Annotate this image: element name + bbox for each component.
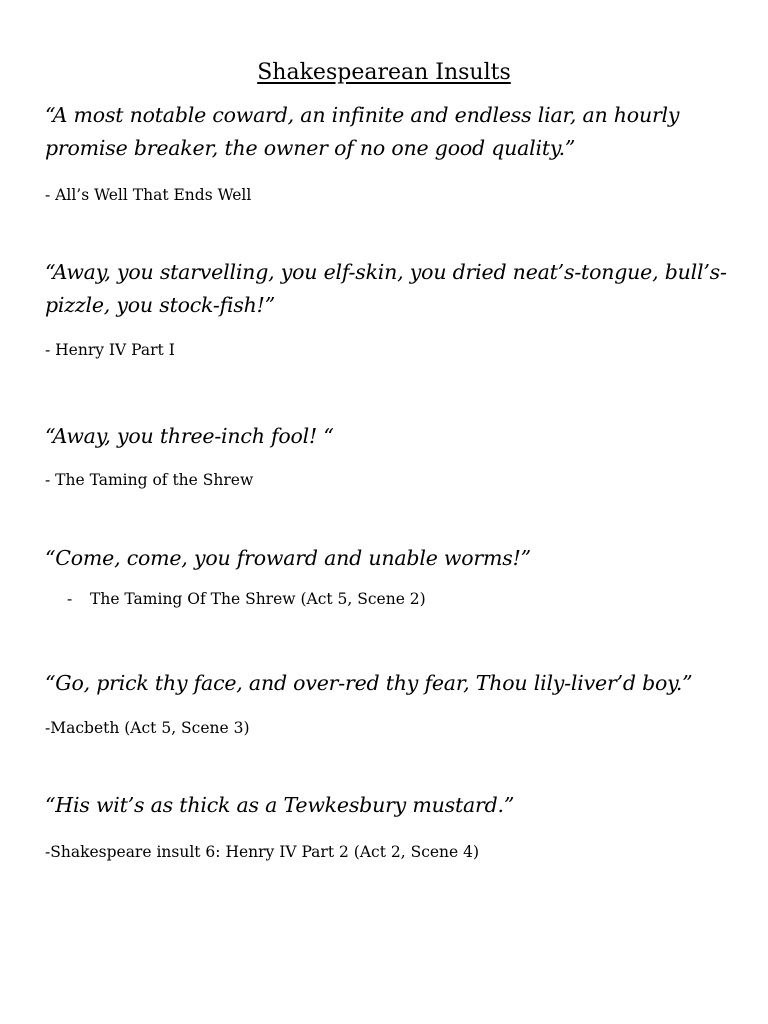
quote-4: “Come, come, you froward and unable worms!” [45,546,531,570]
quote-3: “Away, you three-inch fool! “ [45,424,334,448]
quote-6: “His wit’s as thick as a Tewkesbury mustard.” [45,793,515,817]
quote-5: “Go, prick thy face, and over-red thy fear, Thou lily-liver’d boy.” [45,671,693,695]
quote-source-1: - All’s Well That Ends Well [45,186,252,204]
quote-source-3: - The Taming of the Shrew [45,471,254,489]
quote-1: “A most notable coward, an infinite and endless liar, an hourly promise breaker, the owner of no one good quality.” [45,103,680,160]
quote-source-4-text: The Taming Of The Shrew (Act 5, Scene 2) [90,590,426,608]
quote-source-2: - Henry IV Part I [45,341,175,359]
quote-source-6: -Shakespeare insult 6: Henry IV Part 2 (Act 2, Scene 4) [45,843,480,861]
quote-2: “Away, you starvelling, you elf-skin, you dried neat’s-tongue, bull’s-pizzle, you stock-fish!” [45,260,727,317]
quote-source-5: -Macbeth (Act 5, Scene 3) [45,719,250,737]
bullet-dash: - [67,590,73,608]
quote-source-4 [67,589,768,609]
document-title: Shakespearean Insults [257,60,511,85]
